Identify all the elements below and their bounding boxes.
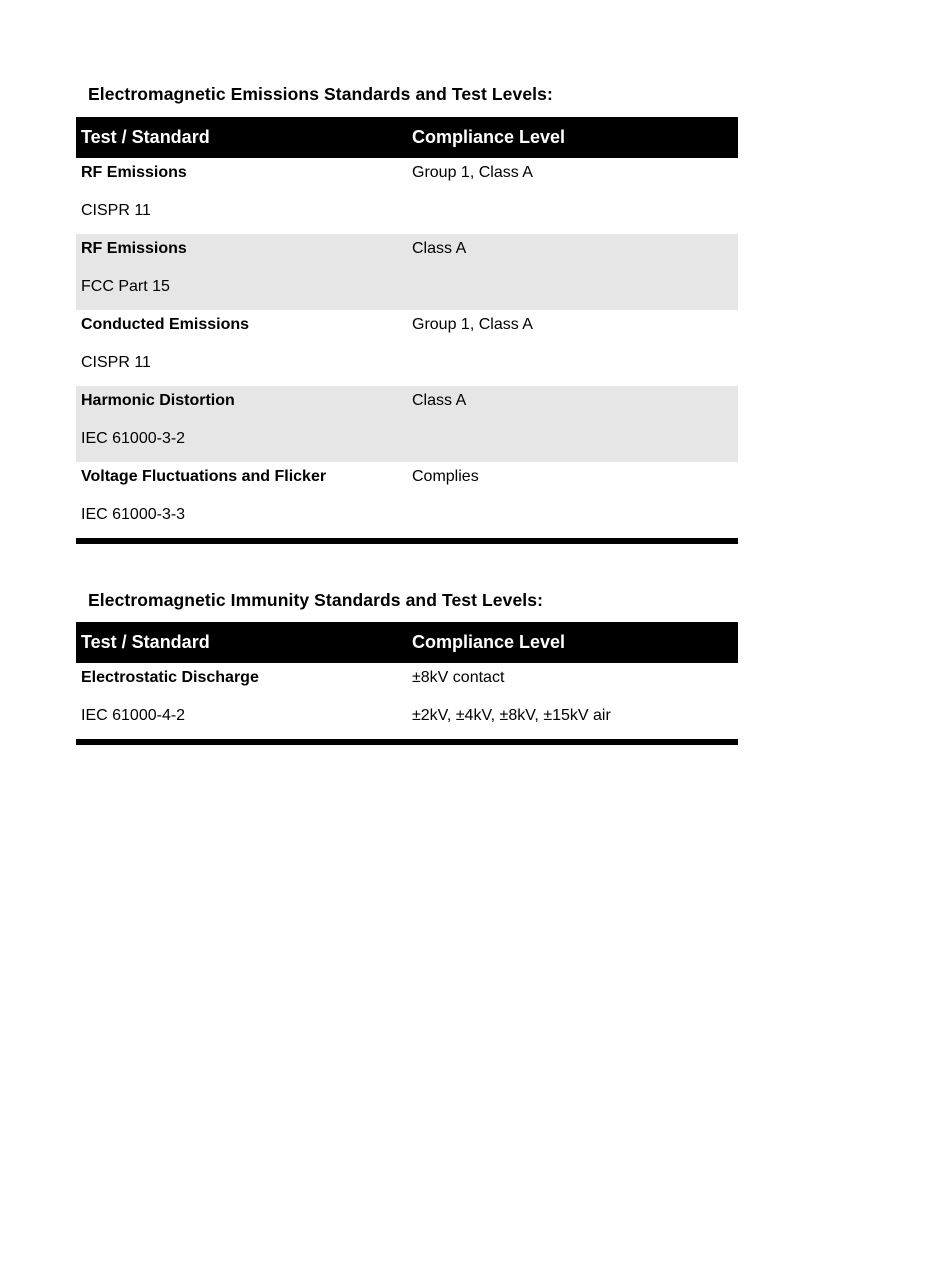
emissions-section-title: Electromagnetic Emissions Standards and Test Levels: <box>88 84 553 104</box>
compliance-level: Class A <box>412 240 467 257</box>
column-header-compliance-level: Compliance Level <box>406 117 738 158</box>
test-standard: IEC 61000-3-2 <box>81 430 186 447</box>
test-name: Voltage Fluctuations and Flicker <box>81 468 327 485</box>
level-cell <box>406 158 738 234</box>
test-cell <box>76 234 406 310</box>
table-row <box>76 462 738 538</box>
column-header-test-standard: Test / Standard <box>76 622 406 663</box>
table-row <box>76 663 738 739</box>
test-cell <box>76 386 406 462</box>
emissions-table-header-row <box>76 117 738 158</box>
table-row <box>76 386 738 462</box>
immunity-section-title: Electromagnetic Immunity Standards and Test Levels: <box>88 590 544 610</box>
test-standard: FCC Part 15 <box>81 278 170 295</box>
test-name: RF Emissions <box>81 164 187 181</box>
compliance-level: Complies <box>412 468 479 485</box>
table-bottom-rule <box>76 739 738 745</box>
column-header-test-standard: Test / Standard <box>76 117 406 158</box>
table-row <box>76 158 738 234</box>
immunity-table-header-row <box>76 622 738 663</box>
test-cell <box>76 462 406 538</box>
table-row <box>76 310 738 386</box>
test-standard: IEC 61000-3-3 <box>81 506 186 523</box>
test-standard: CISPR 11 <box>81 202 151 219</box>
test-name: Harmonic Distortion <box>81 392 235 409</box>
level-cell <box>406 386 738 462</box>
emissions-table <box>76 117 738 538</box>
emissions-section <box>76 80 738 544</box>
column-header-compliance-level: Compliance Level <box>406 622 738 663</box>
immunity-section <box>76 586 738 745</box>
compliance-level: Class A <box>412 392 467 409</box>
test-cell <box>76 310 406 386</box>
test-cell <box>76 663 406 739</box>
table-bottom-rule <box>76 538 738 544</box>
level-cell <box>406 234 738 310</box>
compliance-level: Group 1, Class A <box>412 164 533 181</box>
level-cell <box>406 663 738 739</box>
test-name: Electrostatic Discharge <box>81 669 259 686</box>
table-row <box>76 234 738 310</box>
compliance-level-contact: ±8kV contact <box>412 669 505 686</box>
level-cell <box>406 462 738 538</box>
level-cell <box>406 310 738 386</box>
compliance-level: Group 1, Class A <box>412 316 533 333</box>
test-standard: CISPR 11 <box>81 354 151 371</box>
immunity-table <box>76 622 738 739</box>
test-standard: IEC 61000-4-2 <box>81 707 186 724</box>
test-name: Conducted Emissions <box>81 316 250 333</box>
test-cell <box>76 158 406 234</box>
test-name: RF Emissions <box>81 240 187 257</box>
compliance-level-air: ±2kV, ±4kV, ±8kV, ±15kV air <box>412 707 611 724</box>
